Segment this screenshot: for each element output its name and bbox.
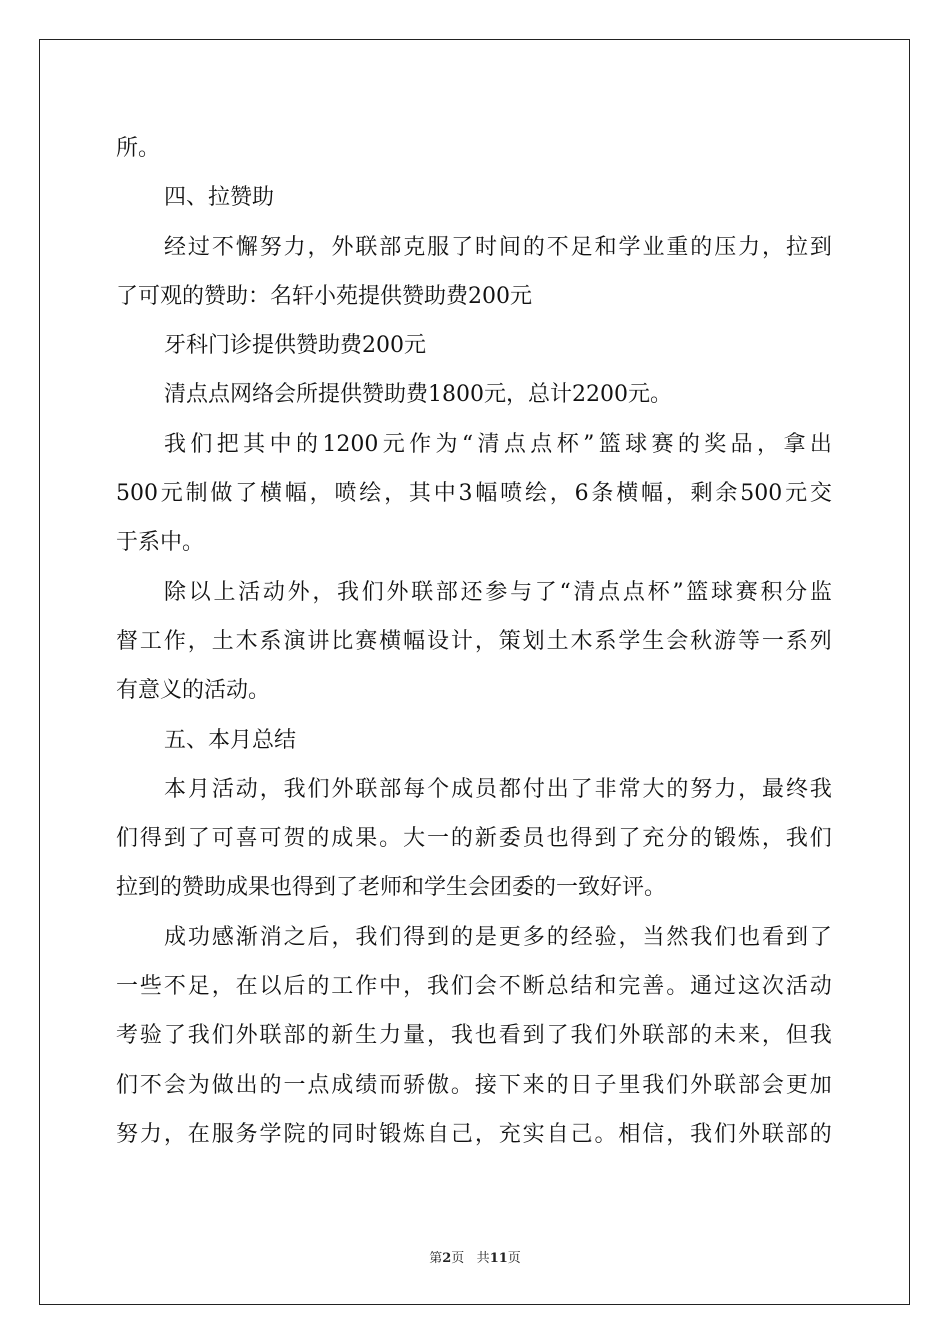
text-line: 牙科门诊提供赞助费200元 [164,333,426,359]
text-line: 清点点网络会所提供赞助费1800元，总计2200元。 [164,382,672,408]
text-line: 考 验 了 我 们 外 联 部 的 新 生 力 量 ， 我 也 看 到 了 我 们 外 联 部 的 未 来 ， 但 我 [116,1023,832,1049]
text-line: 们 不 会 为 做 出 的 一 点 成 绩 而 骄 傲 。 接 下 来 的 日 子 里 我 们 外 联 部 会 更 加 [116,1072,832,1098]
text-line: 于系中。 [116,530,205,556]
footer-page-number: 2 [442,1251,452,1266]
text-line: 督 工 作 ， 土 木 系 演 讲 比 赛 横 幅 设 计 ， 策 划 土 木 系 学 生 会 秋 游 等 一 系 列 [116,628,832,654]
text-line: 本 月 活 动 ， 我 们 外 联 部 每 个 成 员 都 付 出 了 非 常 大 的 努 力 ， 最 终 我 [164,776,832,802]
footer-total-prefix: 共 [476,1251,490,1266]
text-line: 经 过 不 懈 努 力 ， 外 联 部 克 服 了 时 间 的 不 足 和 学 业 重 的 压 力 ， 拉 到 [164,234,832,260]
text-line: 成 功 感 渐 消 之 后 ， 我 们 得 到 的 是 更 多 的 经 验 ， 当 然 我 们 也 看 到 了 [164,924,832,950]
footer-page-suffix: 页 [451,1251,465,1266]
text-line: 了可观的赞助：名轩小苑提供赞助费200元 [116,283,532,309]
text-line: 们 得 到 了 可 喜 可 贺 的 成 果 。 大 一 的 新 委 员 也 得 到 了 充 分 的 锻 炼 ， 我 们 [116,826,832,852]
text-line: 四、拉赞助 [164,185,275,211]
text-line: 一 些 不 足 ， 在 以 后 的 工 作 中 ， 我 们 会 不 断 总 结 和 完 善 。 通 过 这 次 活 动 [116,974,832,1000]
text-line: 500 元 制 做 了 横 幅 ， 喷 绘 ， 其 中 3 幅 喷 绘 ， 6 条 横 幅 ， 剩 余 500 元 交 [116,481,832,507]
footer-total-suffix: 页 [507,1251,521,1266]
text-line: 努 力 ， 在 服 务 学 院 的 同 时 锻 炼 自 己 ， 充 实 自 己 。 相 信 ， 我 们 外 联 部 的 [116,1121,832,1147]
document-body [116,124,836,1159]
footer-total-pages: 11 [489,1251,508,1266]
text-line: 有意义的活动。 [116,678,271,704]
page-footer [0,1247,950,1266]
text-line: 我 们 把 其 中 的 1200 元 作 为 “ 清 点 点 杯 ” 篮 球 赛 的 奖 品 ， 拿 出 [164,431,832,457]
text-line: 拉到的赞助成果也得到了老师和学生会团委的一致好评。 [116,875,667,901]
text-line: 除 以 上 活 动 外 ， 我 们 外 联 部 还 参 与 了 “ 清 点 点 杯 ” 篮 球 赛 积 分 监 [164,579,832,605]
text-line: 所。 [116,136,161,161]
footer-page-prefix: 第 [429,1251,443,1266]
text-line: 五、本月总结 [164,727,297,753]
